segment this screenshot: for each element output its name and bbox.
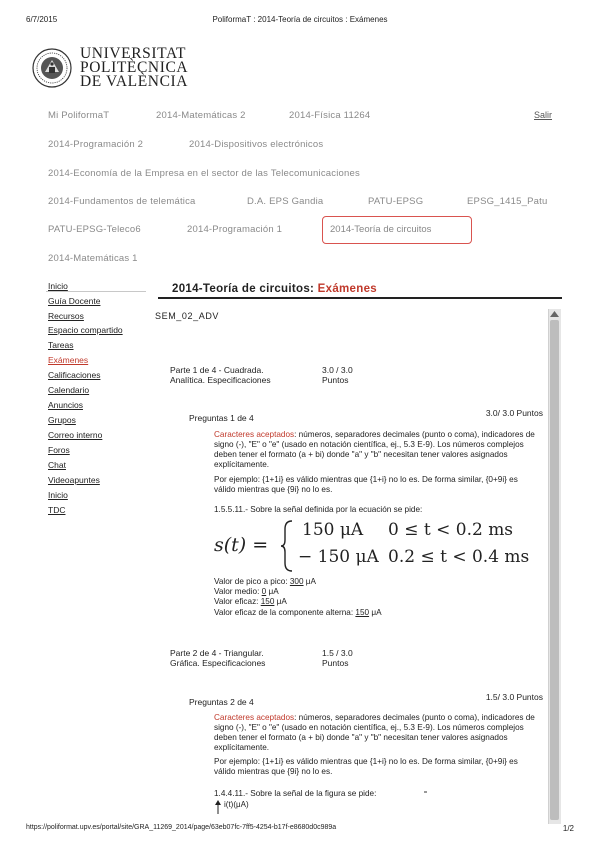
sidebar-item-foros[interactable]: Foros bbox=[48, 445, 70, 455]
sidebar-divider bbox=[46, 291, 146, 292]
answer-value: 150 bbox=[260, 597, 275, 606]
tab-epsg-1415-patu[interactable]: EPSG_1415_Patu bbox=[467, 196, 548, 207]
tab-patu-epsg-teleco6[interactable]: PATU-EPSG-Teleco6 bbox=[48, 224, 141, 235]
sidebar-item-calendario[interactable]: Calendario bbox=[48, 385, 90, 395]
tab-teoria-circuitos[interactable]: 2014-Teoría de circuitos bbox=[322, 216, 472, 244]
sidebar-item-videoapuntes[interactable]: Videoapuntes bbox=[48, 475, 100, 485]
formula-row-1-condition: 0 ≤ t < 0.2 ms bbox=[388, 520, 514, 540]
tab-programacion-2[interactable]: 2014-Programación 2 bbox=[48, 139, 144, 150]
sidebar-item-espacio-compartido[interactable]: Espacio compartido bbox=[48, 325, 123, 335]
answer-unit: μA bbox=[266, 587, 279, 596]
question-1-score: 3.0/ 3.0 Puntos bbox=[485, 408, 543, 418]
tab-patu-epsg[interactable]: PATU-EPSG bbox=[368, 196, 424, 207]
tab-da-eps-gandia[interactable]: D.A. EPS Gandia bbox=[247, 196, 324, 207]
answer-peak-to-peak bbox=[214, 577, 316, 587]
tab-fisica[interactable]: 2014-Física 11264 bbox=[289, 110, 371, 121]
question-2-prompt: 1.4.4.11.- Sobre la señal de la figura se pide: bbox=[214, 789, 377, 798]
answer-unit: μA bbox=[369, 608, 382, 617]
question-1-example: Por ejemplo: {1+1i} es válido mientras que {1+i} no lo es. De forma similar, {0+9i} es válido mientras que {9i} no lo es. bbox=[214, 475, 518, 494]
logo-line-2: POLITÈCNICA bbox=[80, 59, 189, 76]
sidebar-item-grupos[interactable]: Grupos bbox=[48, 415, 76, 425]
part-2-score-value: 1.5 / 3.0 bbox=[322, 648, 353, 658]
part-1-subtitle: Analítica. Especificaciones bbox=[170, 375, 271, 385]
figure-axis-arrow-icon bbox=[214, 800, 222, 814]
sidebar-item-tareas[interactable]: Tareas bbox=[48, 340, 74, 350]
answer-label: Valor eficaz: bbox=[214, 597, 261, 606]
page-title-site: 2014-Teoría de circuitos: bbox=[172, 283, 315, 295]
logout-link[interactable]: Salir bbox=[534, 110, 553, 120]
question-2-accepted-characters bbox=[214, 713, 539, 753]
formula-row-1-value: 150 μA bbox=[302, 520, 364, 540]
part-1-title: Parte 1 de 4 - Cuadrada. bbox=[170, 365, 264, 375]
sidebar-item-tdc[interactable]: TDC bbox=[48, 505, 66, 515]
title-divider bbox=[158, 297, 562, 299]
part-2-score-unit: Puntos bbox=[322, 658, 349, 668]
sidebar-item-guia-docente[interactable]: Guía Docente bbox=[48, 296, 101, 306]
formula-row-2-condition: 0.2 ≤ t < 0.4 ms bbox=[388, 547, 530, 567]
answer-mean-value bbox=[214, 587, 279, 597]
question-1-prompt: 1.5.5.11.- Sobre la señal definida por la ecuación se pide: bbox=[214, 505, 423, 514]
accepted-characters-text: : números, separadores decimales (punto o coma), indicadores de signo (-), "E" o "e" (usado en notación científica, ej., 5.3 E-9). Los números complejos deben tener el formato (a + bi) donde "a" y "b" necesitan tener valores asignados explícitamente. bbox=[214, 430, 535, 469]
part-2-score bbox=[322, 648, 353, 668]
scrollbar-thumb[interactable] bbox=[550, 320, 559, 820]
logo-line-1: UNIVERSITAT bbox=[80, 45, 187, 62]
brace-icon bbox=[280, 520, 294, 572]
formula-row-2-value: − 150 μA bbox=[298, 547, 379, 567]
accepted-characters-label: Caracteres aceptados bbox=[214, 430, 295, 439]
print-url: https://poliformat.upv.es/portal/site/GRA_11269_2014/page/63eb07fc-7ff5-4254-b17f-e8680d0c989a bbox=[26, 824, 337, 831]
signal-definition-formula bbox=[214, 520, 544, 572]
sidebar-item-calificaciones[interactable]: Calificaciones bbox=[48, 370, 101, 380]
page-title-tool: Exámenes bbox=[317, 283, 377, 295]
answer-value: 0 bbox=[261, 587, 267, 596]
part-1-score-value: 3.0 / 3.0 bbox=[322, 365, 353, 375]
figure-axis-label: i(t)(μA) bbox=[224, 800, 249, 809]
print-page-title: PoliformaT : 2014-Teoría de circuitos : Exámenes bbox=[212, 15, 388, 24]
answer-label: Valor medio: bbox=[214, 587, 262, 596]
accepted-characters-text: : números, separadores decimales (punto o coma), indicadores de signo (-), "E" o "e" (usado en notación científica, ej., 5.3 E-9). Los números complejos deben tener el formato (a + bi) donde "a" y "b" necesitan tener valores asignados explícitamente. bbox=[214, 713, 535, 752]
university-logo[interactable] bbox=[80, 47, 190, 89]
tab-matematicas-1[interactable]: 2014-Matemáticas 1 bbox=[48, 253, 138, 264]
artifact-dot bbox=[424, 791, 427, 793]
answer-label: Valor de pico a pico: bbox=[214, 577, 290, 586]
page-title bbox=[172, 283, 377, 295]
part-1-label bbox=[170, 365, 271, 385]
tab-matematicas-2[interactable]: 2014-Matemáticas 2 bbox=[156, 110, 246, 121]
tab-mi-poliformat[interactable]: Mi PoliformaT bbox=[48, 110, 110, 121]
sidebar-item-inicio-2[interactable]: Inicio bbox=[48, 490, 68, 500]
answer-unit: μA bbox=[274, 597, 287, 606]
answer-rms-value bbox=[214, 597, 287, 607]
university-seal-icon[interactable] bbox=[32, 48, 72, 88]
part-2-title: Parte 2 de 4 - Triangular. bbox=[170, 648, 264, 658]
part-1-score bbox=[322, 365, 353, 385]
sidebar-item-recursos[interactable]: Recursos bbox=[48, 311, 84, 321]
sidebar-item-examenes[interactable]: Exámenes bbox=[48, 355, 89, 365]
question-2-score: 1.5/ 3.0 Puntos bbox=[485, 692, 543, 702]
accepted-characters-label: Caracteres aceptados bbox=[214, 713, 295, 722]
assessment-title: SEM_02_ADV bbox=[155, 311, 220, 321]
part-2-subtitle: Gráfica. Especificaciones bbox=[170, 658, 266, 668]
answer-unit: μA bbox=[303, 577, 316, 586]
answer-ac-rms-value bbox=[214, 608, 382, 618]
part-1-score-unit: Puntos bbox=[322, 375, 349, 385]
sidebar-item-anuncios[interactable]: Anuncios bbox=[48, 400, 83, 410]
formula-lhs: s(t) = bbox=[214, 534, 269, 556]
question-1-title: Preguntas 1 de 4 bbox=[189, 413, 254, 423]
answer-value: 150 bbox=[355, 608, 370, 617]
print-date: 6/7/2015 bbox=[26, 15, 58, 24]
answer-label: Valor eficaz de la componente alterna: bbox=[214, 608, 356, 617]
tab-dispositivos-electronicos[interactable]: 2014-Dispositivos electrónicos bbox=[189, 139, 324, 150]
answer-value: 300 bbox=[289, 577, 304, 586]
question-1-accepted-characters bbox=[214, 430, 539, 470]
logo-line-3: DE VALÈNCIA bbox=[80, 73, 189, 90]
sidebar-item-inicio[interactable]: Inicio bbox=[48, 281, 68, 291]
tab-fundamentos-telematica[interactable]: 2014-Fundamentos de telemática bbox=[48, 196, 196, 207]
print-page-number: 1/2 bbox=[562, 824, 574, 833]
sidebar-item-chat[interactable]: Chat bbox=[48, 460, 66, 470]
tab-programacion-1[interactable]: 2014-Programación 1 bbox=[187, 224, 283, 235]
tab-economia-empresa[interactable]: 2014-Economía de la Empresa en el sector de las Telecomunicaciones bbox=[48, 168, 360, 179]
sidebar-item-correo-interno[interactable]: Correo interno bbox=[48, 430, 103, 440]
part-2-label bbox=[170, 648, 265, 668]
question-2-title: Preguntas 2 de 4 bbox=[189, 697, 254, 707]
scroll-up-arrow-icon[interactable] bbox=[550, 311, 559, 317]
question-2-example: Por ejemplo: {1+1i} es válido mientras que {1+i} no lo es. De forma similar, {0+9i} es válido mientras que {9i} no lo es. bbox=[214, 757, 518, 776]
